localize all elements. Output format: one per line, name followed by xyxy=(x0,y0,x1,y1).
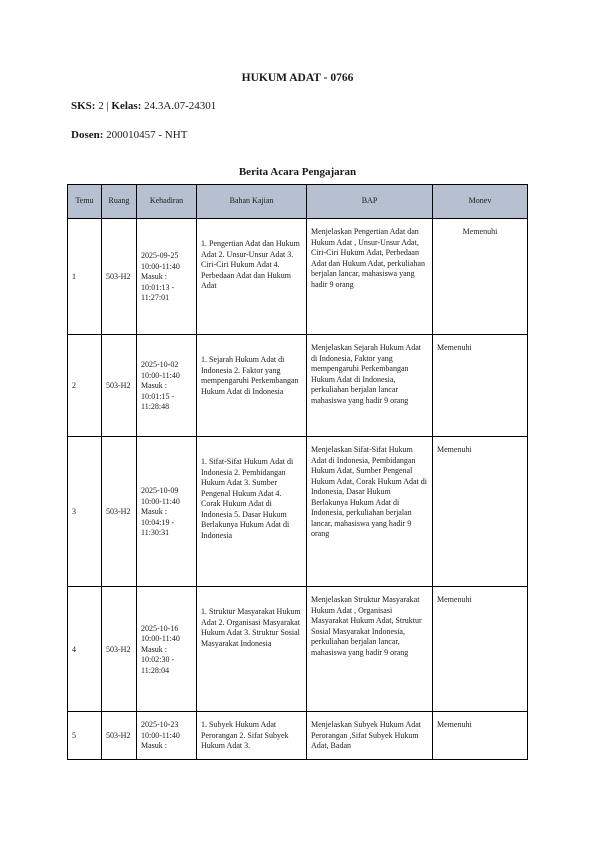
cell-bap: Menjelaskan Sifat-Sifat Hukum Adat di Indonesia, Pembidangan Hukum Adat, Sumber Pengenal Hukum Adat, Corak Hukum Adat di Indonesia, Dasar Hukum Berlakunya Hukum Adat di Indonesia, perkuliahan berjalan lancar, mahasiswa yang hadir 9 orang xyxy=(307,437,433,587)
cell-temu: 1 xyxy=(68,219,102,335)
section-title: Berita Acara Pengajaran xyxy=(238,166,357,178)
cell-bahan-kajian: 1. Sifat-Sifat Hukum Adat di Indonesia 2. Pembidangan Hukum Adat 3. Sumber Pengenal Hukum Adat 4. Corak Hukum Adat di Indonesia 5. Dasar Hukum Berlakunya Hukum Adat di Indonesia xyxy=(197,437,307,587)
cell-bap: Menjelaskan Sejarah Hukum Adat di Indonesia, Faktor yang mempengaruhi Perkembangan Hukum Adat di Indonesia, perkuliahan berjalan lancar mahasiswa yang hadir 9 orang xyxy=(307,335,433,437)
header-kehadiran: Kehadiran xyxy=(137,185,197,219)
class-info-line xyxy=(71,100,216,112)
cell-kehadiran: 2025-10-16 10:00-11:40 Masuk : 10:02:30 - 11:28:04 xyxy=(137,587,197,712)
cell-kehadiran: 2025-10-02 10:00-11:40 Masuk : 10:01:15 - 11:28:48 xyxy=(137,335,197,437)
dosen-label: Dosen: xyxy=(71,129,104,141)
cell-bahan-kajian: 1. Sejarah Hukum Adat di Indonesia 2. Faktor yang mempengaruhi Perkembangan Hukum Adat di Indonesia xyxy=(197,335,307,437)
cell-kehadiran: 2025-09-25 10:00-11:40 Masuk : 10:01:13 - 11:27:01 xyxy=(137,219,197,335)
sks-value: 2 | xyxy=(95,100,112,112)
cell-monev: Memenuhi xyxy=(433,219,528,335)
table-row xyxy=(68,335,528,437)
cell-bap: Menjelaskan Pengertian Adat dan Hukum Adat , Unsur-Unsur Adat, Ciri-Ciri Hukum Adat, Perbedaan Adat dan Hukum Adat, perkuliahan berjalan lancar, mahasiswa yang hadir 9 orang xyxy=(307,219,433,335)
cell-ruang: 503-H2 xyxy=(102,219,137,335)
cell-kehadiran: 2025-10-09 10:00-11:40 Masuk : 10:04:19 - 11:30:31 xyxy=(137,437,197,587)
cell-bahan-kajian: 1. Subyek Hukum Adat Perorangan 2. Sifat Subyek Hukum Adat 3. xyxy=(197,712,307,760)
cell-bap: Menjelaskan Struktur Masyarakat Hukum Adat , Organisasi Masyarakat Hukum Adat, Struktur Sosial Masyarakat Indonesia, perkuliahan berjalan lancar, mahasiswa yang hadir 9 orang xyxy=(307,587,433,712)
cell-ruang: 503-H2 xyxy=(102,437,137,587)
cell-temu: 4 xyxy=(68,587,102,712)
header-temu: Temu xyxy=(68,185,102,219)
cell-monev: Memenuhi xyxy=(433,712,528,760)
cell-ruang: 503-H2 xyxy=(102,587,137,712)
dosen-value: 200010457 - NHT xyxy=(103,129,188,141)
cell-monev: Memenuhi xyxy=(433,437,528,587)
table-row xyxy=(68,712,528,760)
cell-temu: 3 xyxy=(68,437,102,587)
cell-bahan-kajian: 1. Pengertian Adat dan Hukum Adat 2. Unsur-Unsur Adat 3. Ciri-Ciri Hukum Adat 4. Perbedaan Adat dan Hukum Adat xyxy=(197,219,307,335)
cell-bap: Menjelaskan Subyek Hukum Adat Perorangan ,Sifat Subyek Hukum Adat, Badan xyxy=(307,712,433,760)
cell-ruang: 503-H2 xyxy=(102,335,137,437)
kelas-value: 24.3A.07-24301 xyxy=(141,100,217,112)
header-monev: Monev xyxy=(433,185,528,219)
table-header-row xyxy=(68,185,528,219)
table-row xyxy=(68,587,528,712)
sks-label: SKS: xyxy=(71,100,96,112)
header-bap: BAP xyxy=(307,185,433,219)
header-bahan-kajian: Bahan Kajian xyxy=(197,185,307,219)
table-row xyxy=(68,219,528,335)
header-ruang: Ruang xyxy=(102,185,137,219)
document-title: HUKUM ADAT - 0766 xyxy=(241,72,354,84)
cell-bahan-kajian: 1. Struktur Masyarakat Hukum Adat 2. Organisasi Masyarakat Hukum Adat 3. Struktur Sosial Masyarakat Indonesia xyxy=(197,587,307,712)
cell-temu: 2 xyxy=(68,335,102,437)
cell-monev: Memenuhi xyxy=(433,335,528,437)
cell-ruang: 503-H2 xyxy=(102,712,137,760)
table-row xyxy=(68,437,528,587)
cell-kehadiran: 2025-10-23 10:00-11:40 Masuk : xyxy=(137,712,197,760)
lecturer-info-line xyxy=(71,129,187,141)
cell-monev: Memenuhi xyxy=(433,587,528,712)
teaching-record-table xyxy=(67,184,528,760)
kelas-label: Kelas: xyxy=(111,100,142,112)
cell-temu: 5 xyxy=(68,712,102,760)
